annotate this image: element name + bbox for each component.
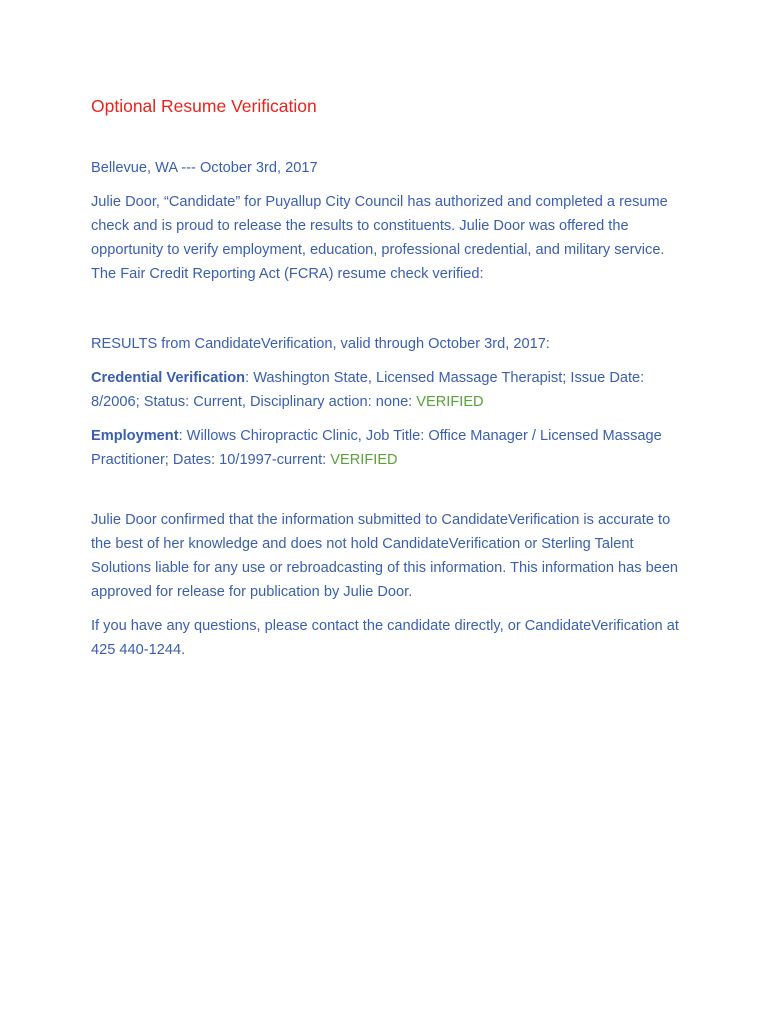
employment-status: VERIFIED: [330, 452, 398, 468]
intro-paragraph: Julie Door, “Candidate” for Puyallup City Council has authorized and completed a resume check and is proud to release the results to constituents. Julie Door was offered the opportunity to verify employment, education, professional credential, and military service. The Fair Credit Reporting Act (FCRA) resume check verified:: [91, 194, 668, 282]
credential-verification-item: [91, 366, 691, 414]
document-body: [91, 94, 691, 672]
confirmation-paragraph: Julie Door confirmed that the information submitted to CandidateVerification is accurate to the best of her knowledge and does not hold CandidateVerification or Sterling Talent Solutions liable for any use or rebroadcasting of this information. This information has been approved for release for publication by Julie Door.: [91, 512, 679, 600]
contact-paragraph: If you have any questions, please contact the candidate directly, or CandidateVerification at 425 440-1244.: [91, 618, 679, 658]
spacer: [91, 482, 691, 508]
employment-item: [91, 424, 691, 472]
results-heading: RESULTS from CandidateVerification, valid through October 3rd, 2017:: [91, 336, 550, 352]
credential-text: : Washington State, Licensed Massage Therapist; Issue Date: 8/2006; Status: Current, Disciplinary action: none:: [91, 370, 645, 410]
employment-label: Employment: [91, 428, 179, 444]
document-title: Optional Resume Verification: [91, 96, 317, 116]
employment-text: : Willows Chiropractic Clinic, Job Title: Office Manager / Licensed Massage Practitioner; Dates: 10/1997-current:: [91, 428, 662, 468]
dateline: Bellevue, WA --- October 3rd, 2017: [91, 160, 318, 176]
spacer: [91, 296, 691, 332]
credential-status: VERIFIED: [416, 394, 484, 410]
credential-label: Credential Verification: [91, 370, 246, 386]
